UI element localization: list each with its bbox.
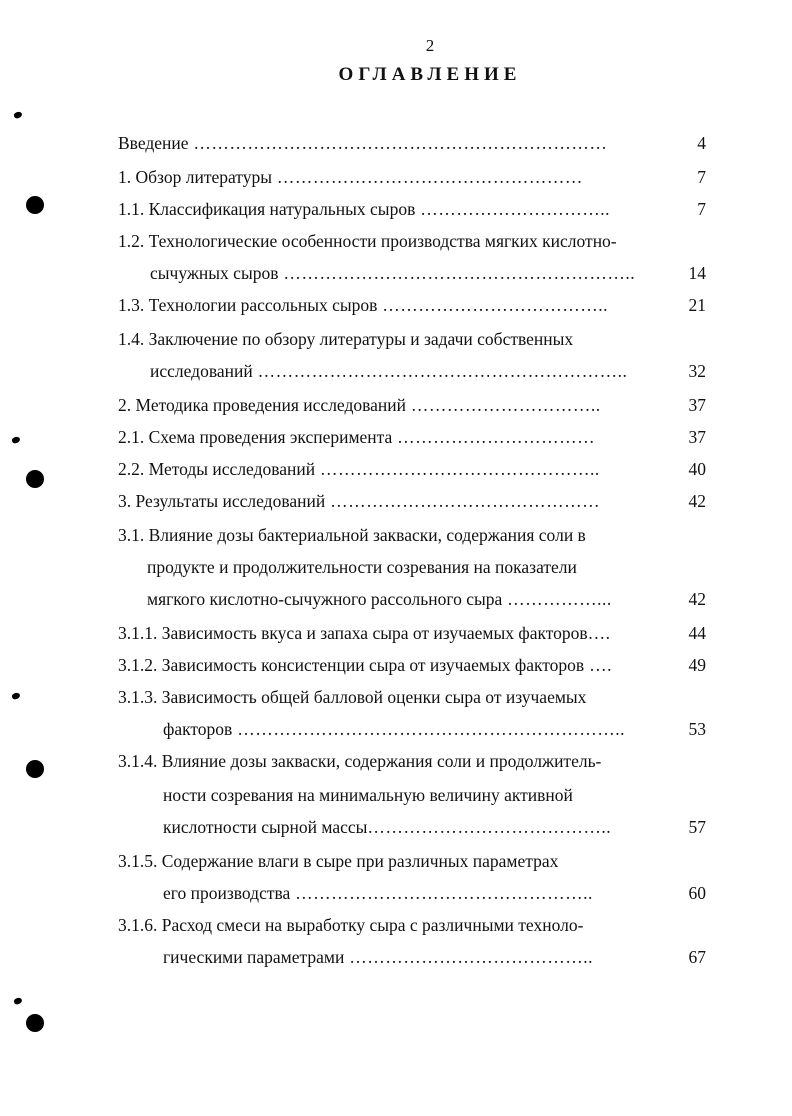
toc-page-number: 21 <box>688 295 706 315</box>
toc-page-number: 40 <box>688 459 706 479</box>
punch-hole <box>26 760 44 778</box>
toc-leader-dots: ……………………………………………………….. <box>232 719 625 739</box>
toc-entry-title: Введение <box>118 133 189 153</box>
toc-leader-dots: …………………………………………………………… <box>188 133 608 153</box>
margin-mark <box>13 997 23 1006</box>
toc-page-number: 67 <box>688 947 706 967</box>
toc-page-number: 53 <box>688 719 706 739</box>
page-number: 2 <box>425 36 435 55</box>
toc-page-number: 14 <box>688 263 706 283</box>
toc-entry-title: 3.1.6. Расход смеси на выработку сыра с различными техноло- <box>118 915 584 935</box>
toc-leader-dots: ……………………………………… <box>325 491 601 511</box>
toc-leader-dots: …. <box>587 623 611 643</box>
page-title: ОГЛАВЛЕНИЕ <box>338 64 522 85</box>
toc-leader-dots: …………………………………………………….. <box>252 361 628 381</box>
punch-hole <box>26 1014 44 1032</box>
toc-entry-line <box>118 914 583 936</box>
toc-leader-dots: ………………………….. <box>415 199 610 219</box>
toc-entry-line <box>118 426 595 448</box>
toc-page-number: 49 <box>688 655 706 675</box>
toc-entry-title: 3.1.4. Влияние дозы закваски, содержания соли и продолжитель- <box>118 751 602 771</box>
toc-entry-title: 1.1. Классификация натуральных сыров <box>118 199 416 219</box>
toc-page-number: 37 <box>688 427 706 447</box>
toc-leader-dots: ……………... <box>502 589 612 609</box>
toc-entry-line <box>118 294 608 316</box>
toc-entry-line <box>147 588 612 610</box>
toc-entry-line <box>150 360 627 382</box>
toc-leader-dots: ……………………………….. <box>377 295 609 315</box>
toc-entry-title: гическими параметрами <box>163 947 345 967</box>
toc-entry-title: 3. Результаты исследований <box>118 491 326 511</box>
toc-entry-line <box>118 686 586 708</box>
toc-entry-title: 1.2. Технологические особенности производства мягких кислотно- <box>118 231 617 251</box>
toc-entry-line <box>163 784 573 806</box>
toc-entry-line <box>118 654 612 676</box>
toc-entry-title: факторов <box>163 719 233 739</box>
toc-entry-line <box>118 394 601 416</box>
toc-entry-title: 3.1.1. Зависимость вкуса и запаха сыра от изучаемых факторов <box>118 623 588 643</box>
toc-entry-line <box>163 946 593 968</box>
margin-mark <box>11 436 21 445</box>
toc-entry-line <box>118 750 601 772</box>
toc-entry-line <box>147 556 577 578</box>
toc-page-number: 32 <box>688 361 706 381</box>
toc-entry-title: исследований <box>150 361 253 381</box>
toc-leader-dots: …………………………………………… <box>271 167 583 187</box>
toc-entry-title: 3.1.2. Зависимость консистенции сыра от изучаемых факторов <box>118 655 585 675</box>
toc-entry-line <box>118 132 607 154</box>
toc-leader-dots: ………………………………………….. <box>290 883 593 903</box>
toc-leader-dots: …. <box>584 655 612 675</box>
toc-page-number: 57 <box>688 817 706 837</box>
toc-page-number: 7 <box>697 199 706 219</box>
toc-entry-line <box>150 262 635 284</box>
toc-entry-line <box>118 230 617 252</box>
toc-leader-dots: ………………………………………………….. <box>278 263 636 283</box>
margin-mark <box>13 111 23 120</box>
toc-leader-dots: ………………………….. <box>406 395 601 415</box>
toc-entry-line <box>118 524 586 546</box>
toc-leader-dots: ……………………………………….. <box>315 459 600 479</box>
toc-entry-line <box>118 490 600 512</box>
toc-entry-title: его производства <box>163 883 291 903</box>
toc-page-number: 44 <box>688 623 706 643</box>
toc-page-number: 42 <box>688 491 706 511</box>
toc-entry-title: продукте и продолжительности созревания на показатели <box>147 557 577 577</box>
toc-entry-line <box>118 622 611 644</box>
toc-page-number: 60 <box>688 883 706 903</box>
punch-hole <box>26 196 44 214</box>
toc-entry-title: 1. Обзор литературы <box>118 167 272 187</box>
toc-entry-title: сычужных сыров <box>150 263 279 283</box>
toc-entry-line <box>163 882 593 904</box>
toc-entry-title: кислотности сырной массы <box>163 817 368 837</box>
toc-entry-line <box>163 816 611 838</box>
toc-entry-line <box>118 850 558 872</box>
toc-entry-title: 2. Методика проведения исследований <box>118 395 407 415</box>
toc-entry-line <box>163 718 625 740</box>
toc-leader-dots: ………………………………….. <box>367 817 612 837</box>
toc-leader-dots: ………………………………….. <box>344 947 593 967</box>
toc-page-number: 4 <box>697 133 706 153</box>
toc-entry-line <box>118 458 600 480</box>
toc-entry-line <box>118 198 610 220</box>
toc-entry-line <box>118 166 583 188</box>
toc-entry-line <box>118 328 573 350</box>
toc-page-number: 7 <box>697 167 706 187</box>
toc-entry-title: мягкого кислотно-сычужного рассольного сыра <box>147 589 503 609</box>
toc-page-number: 37 <box>688 395 706 415</box>
toc-page-number: 42 <box>688 589 706 609</box>
toc-entry-title: ности созревания на минимальную величину активной <box>163 785 573 805</box>
margin-mark <box>11 692 21 701</box>
toc-entry-title: 2.2. Методы исследований <box>118 459 316 479</box>
toc-entry-title: 3.1.3. Зависимость общей балловой оценки сыра от изучаемых <box>118 687 587 707</box>
punch-hole <box>26 470 44 488</box>
toc-leader-dots: …………………………… <box>392 427 596 447</box>
toc-entry-title: 3.1.5. Содержание влаги в сыре при различных параметрах <box>118 851 559 871</box>
toc-entry-title: 1.3. Технологии рассольных сыров <box>118 295 378 315</box>
toc-entry-title: 3.1. Влияние дозы бактериальной закваски, содержания соли в <box>118 525 586 545</box>
toc-entry-title: 2.1. Схема проведения эксперимента <box>118 427 393 447</box>
toc-entry-title: 1.4. Заключение по обзору литературы и задачи собственных <box>118 329 574 349</box>
